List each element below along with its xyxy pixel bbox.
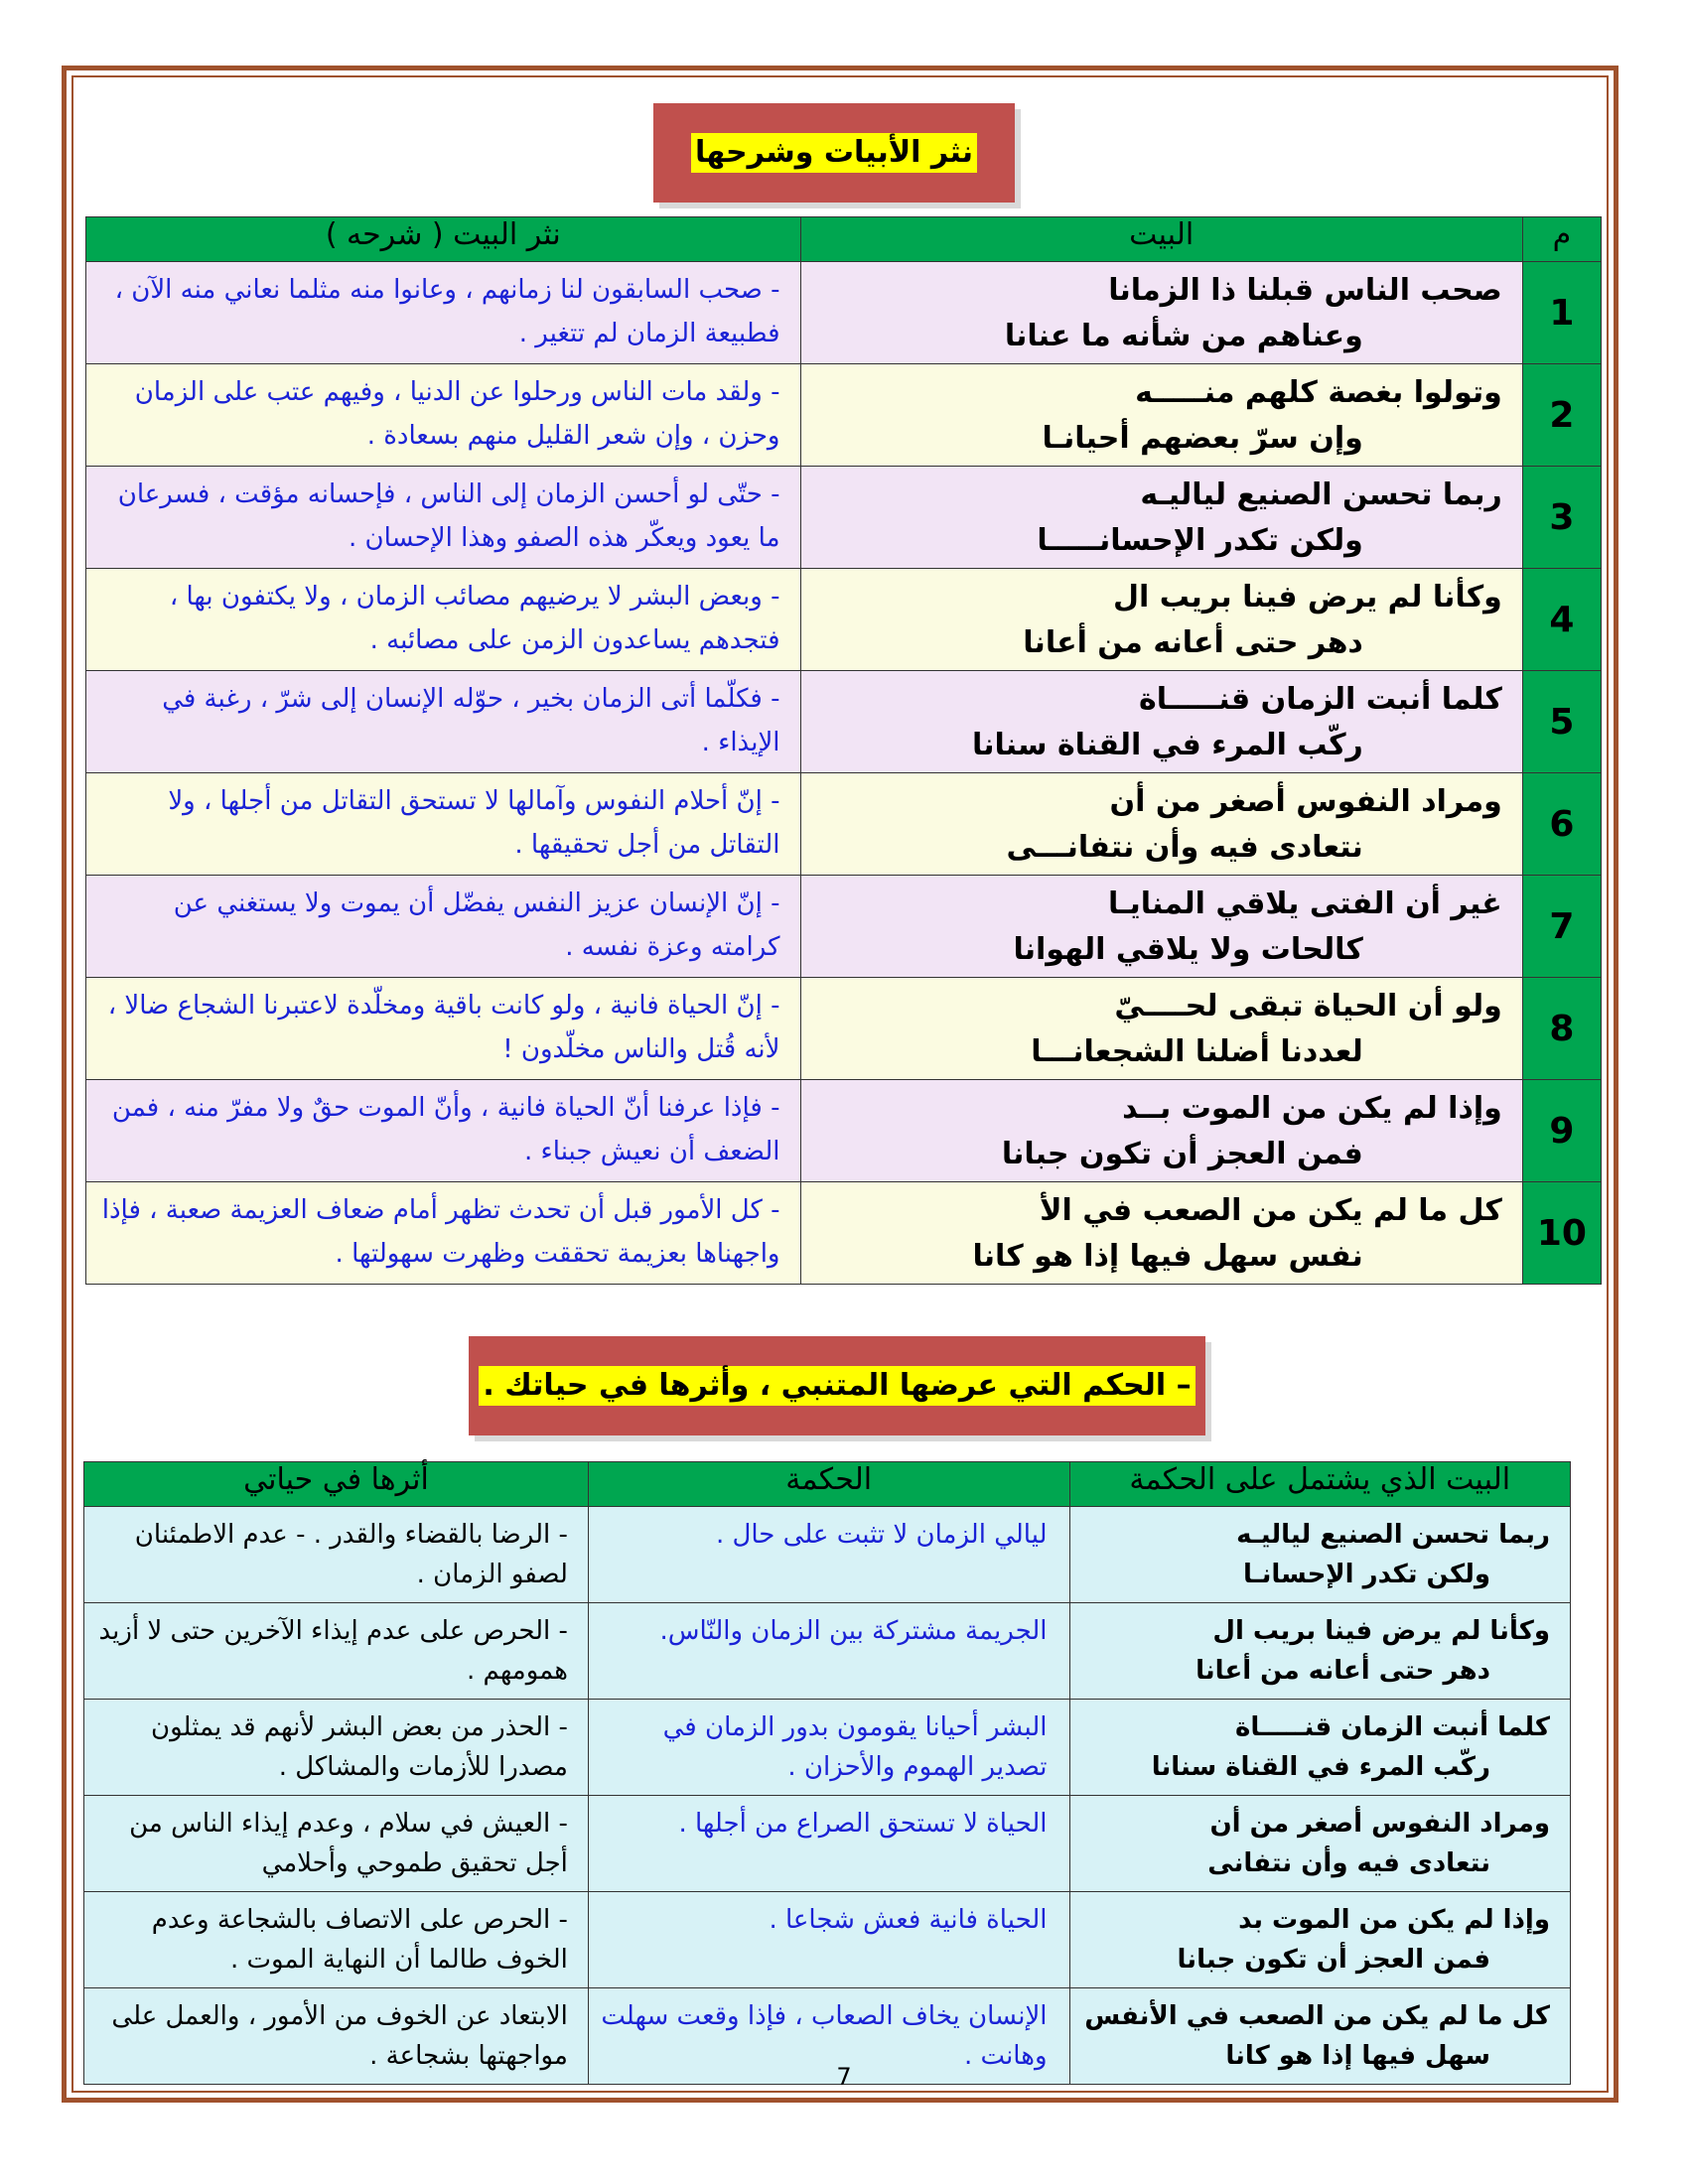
verse-line-2: نتعادى فيه وأن نتفانى	[1207, 1848, 1490, 1878]
wisdom-cell: ليالي الزمان لا تثبت على حال .	[588, 1507, 1069, 1603]
prose-cell: - كل الأمور قبل أن تحدث تظهر أمام ضعاف العزيمة صعبة ، فإذا واجهناها بعزيمة تحققت وظهرت سهولتها .	[86, 1182, 801, 1285]
prose-cell: - إنّ أحلام النفوس وآمالها لا تستحق التقاتل من أجلها ، ولا التقاتل من أجل تحقيقها .	[86, 773, 801, 876]
verse-cell	[1069, 1700, 1571, 1796]
wisdom-table	[83, 1461, 1571, 2085]
verse-line-1: وكأنا لم يرض فينا بريب ال	[1212, 1616, 1550, 1646]
prose-cell: - ولقد مات الناس ورحلوا عن الدنيا ، وفيهم عتب على الزمان وحزن ، وإن شعر القليل منهم بسعادة .	[86, 364, 801, 467]
verse-cell	[800, 569, 1522, 671]
verse-cell	[800, 262, 1522, 364]
header-verse: البيت	[800, 217, 1522, 262]
table-row	[84, 1507, 1571, 1603]
prose-cell: - حتّى لو أحسن الزمان إلى الناس ، فإحسانه مؤقت ، فسرعان ما يعود ويعكّر هذه الصفو وهذا الإحسان .	[86, 467, 801, 569]
verse-cell	[800, 773, 1522, 876]
header-verse: البيت الذي يشتمل على الحكمة	[1069, 1462, 1571, 1507]
verse-line-2: ركّب المرء في القناة سنانا	[971, 728, 1363, 762]
table-row	[84, 1603, 1571, 1700]
effect-cell: - الحرص على عدم إيذاء الآخرين حتى لا أزيد همومهم .	[84, 1603, 589, 1700]
section1-title: نثر الأبيات وشرحها	[691, 133, 977, 173]
row-number: 2	[1522, 364, 1601, 467]
effect-cell: - الحرص على الاتصاف بالشجاعة وعدم الخوف طالما أن النهاية الموت .	[84, 1892, 589, 1988]
prose-cell: - فكلّما أتى الزمان بخير ، حوّله الإنسان إلى شرّ ، رغبة في الإيذاء .	[86, 671, 801, 773]
verse-line-2: وعناهم من شأنه ما عنانا	[1004, 319, 1363, 353]
header-prose: نثر البيت ( شرحه )	[86, 217, 801, 262]
row-number: 4	[1522, 569, 1601, 671]
row-number: 9	[1522, 1080, 1601, 1182]
wisdom-cell: الحياة فانية فعش شجاعا .	[588, 1892, 1069, 1988]
table-header-row	[84, 1462, 1571, 1507]
verse-line-2: كالحات ولا يلاقي الهوانا	[1013, 932, 1363, 967]
verse-cell	[800, 876, 1522, 978]
prose-cell: - صحب السابقون لنا زمانهم ، وعانوا منه مثلما نعاني منه الآن ، فطبيعة الزمان لم تتغير .	[86, 262, 801, 364]
verse-line-2: دهر حتى أعانه من أعانا	[1023, 625, 1363, 660]
table-row	[86, 1182, 1602, 1285]
verse-line-2: فمن العجز أن تكون جبانا	[1177, 1945, 1490, 1975]
effect-cell: - العيش في سلام ، وعدم إيذاء الناس من أجل تحقيق طموحي وأحلامي	[84, 1796, 589, 1892]
verse-line-2: سهل فيها إذا هو كانا	[1225, 2041, 1490, 2071]
table-row	[84, 1700, 1571, 1796]
verse-line-1: ومراد النفوس أصغر من أن	[1109, 784, 1502, 819]
table-row	[86, 262, 1602, 364]
verse-line-1: وإذا لم يكن من الموت بد	[1238, 1905, 1550, 1935]
table-row	[86, 773, 1602, 876]
verse-cell	[1069, 1507, 1571, 1603]
verse-line-1: وكأنا لم يرض فينا بريب ال	[1112, 580, 1502, 614]
row-number: 1	[1522, 262, 1601, 364]
verse-line-1: كلما أنبت الزمان قنـــــاة	[1235, 1712, 1550, 1742]
prose-cell: - وبعض البشر لا يرضيهم مصائب الزمان ، ولا يكتفون بها ، فتجدهم يساعدون الزمن على مصائبه .	[86, 569, 801, 671]
section2-title-box	[469, 1336, 1205, 1435]
row-number: 7	[1522, 876, 1601, 978]
wisdom-cell: البشر أحيانا يقومون بدور الزمان في تصدير الهموم والأحزان .	[588, 1700, 1069, 1796]
verse-line-1: غير أن الفتى يلاقي المنايـا	[1108, 887, 1502, 921]
row-number: 5	[1522, 671, 1601, 773]
verse-line-2: ولكن تكدر الإحسانـا	[1242, 1560, 1490, 1589]
verse-line-2: ولكن تكدر الإحسانـــــا	[1037, 523, 1363, 558]
table-row	[86, 876, 1602, 978]
verse-cell	[800, 978, 1522, 1080]
row-number: 6	[1522, 773, 1601, 876]
verse-cell	[800, 1080, 1522, 1182]
effect-cell: الابتعاد عن الخوف من الأمور ، والعمل على مواجهتها بشجاعة .	[84, 1988, 589, 2085]
header-effect: أثرها في حياتي	[84, 1462, 589, 1507]
table-header-row	[86, 217, 1602, 262]
verse-cell	[800, 1182, 1522, 1285]
verse-line-2: نتعادى فيه وأن نتفانـــى	[1006, 830, 1363, 865]
verse-line-2: نفس سهل فيها إذا هو كانا	[972, 1239, 1363, 1274]
row-number: 8	[1522, 978, 1601, 1080]
header-wisdom: الحكمة	[588, 1462, 1069, 1507]
prose-cell: - إنّ الحياة فانية ، ولو كانت باقية ومخلّدة لاعتبرنا الشجاع ضالا ، لأنه قُتل والناس مخلّدون !	[86, 978, 801, 1080]
row-number: 3	[1522, 467, 1601, 569]
row-number: 10	[1522, 1182, 1601, 1285]
verse-cell	[1069, 1796, 1571, 1892]
wisdom-cell: الإنسان يخاف الصعاب ، فإذا وقعت سهلت وهانت .	[588, 1988, 1069, 2085]
wisdom-cell: الحياة لا تستحق الصراع من أجلها .	[588, 1796, 1069, 1892]
verse-line-2: وإن سرّ بعضهم أحيانـا	[1042, 421, 1363, 456]
verse-line-1: ربما تحسن الصنيع لياليـه	[1140, 478, 1502, 512]
header-num: م	[1522, 217, 1601, 262]
verse-cell	[800, 467, 1522, 569]
page-number: 7	[836, 2063, 852, 2091]
verse-line-2: ركّب المرء في القناة سنانا	[1151, 1752, 1490, 1782]
verses-prose-table	[85, 216, 1602, 1285]
verse-cell	[800, 364, 1522, 467]
verse-line-1: كل ما لم يكن من الصعب في الأنفس	[1084, 2001, 1550, 2031]
verse-line-1: صحب الناس قبلنا ذا الزمانا	[1108, 273, 1502, 308]
verse-cell	[1069, 1892, 1571, 1988]
verse-line-1: وتولوا بغصة كلهم منـــــه	[1135, 375, 1502, 410]
table-row	[86, 671, 1602, 773]
verse-line-2: فمن العجز أن تكون جبانا	[1001, 1137, 1363, 1171]
verse-line-1: وإذا لم يكن من الموت بــد	[1122, 1091, 1502, 1126]
effect-cell: - الرضا بالقضاء والقدر . - عدم الاطمئنان لصفو الزمان .	[84, 1507, 589, 1603]
section2-title: – الحكم التي عرضها المتنبي ، وأثرها في حياتك .	[479, 1366, 1195, 1406]
table-row	[86, 978, 1602, 1080]
table-row	[86, 364, 1602, 467]
verse-line-1: ومراد النفوس أصغر من أن	[1209, 1809, 1550, 1839]
verse-cell	[1069, 1603, 1571, 1700]
prose-cell: - إنّ الإنسان عزيز النفس يفضّل أن يموت ولا يستغني عن كرامته وعزة نفسه .	[86, 876, 801, 978]
prose-cell: - فإذا عرفنا أنّ الحياة فانية ، وأنّ الموت حقٌ ولا مفرّ منه ، فمن الضعف أن نعيش جبناء .	[86, 1080, 801, 1182]
section1-title-box	[653, 103, 1015, 203]
table-row	[84, 1796, 1571, 1892]
table-row	[84, 1892, 1571, 1988]
table-row	[86, 1080, 1602, 1182]
verse-cell	[1069, 1988, 1571, 2085]
verse-line-1: ربما تحسن الصنيع لياليـه	[1236, 1520, 1550, 1550]
wisdom-cell: الجريمة مشتركة بين الزمان والنّاس.	[588, 1603, 1069, 1700]
verse-line-1: كلما أنبت الزمان قنـــــاة	[1139, 682, 1502, 717]
effect-cell: - الحذر من بعض البشر لأنهم قد يمثلون مصدرا للأزمات والمشاكل .	[84, 1700, 589, 1796]
table-row	[86, 467, 1602, 569]
verse-line-1: كل ما لم يكن من الصعب في الأ	[1040, 1193, 1502, 1228]
verse-cell	[800, 671, 1522, 773]
verse-line-2: دهر حتى أعانه من أعانا	[1196, 1656, 1490, 1686]
table-row	[86, 569, 1602, 671]
verse-line-1: ولو أن الحياة تبقى لحــــيّ	[1114, 989, 1502, 1024]
verse-line-2: لعددنا أضلنا الشجعانـــا	[1031, 1034, 1363, 1069]
